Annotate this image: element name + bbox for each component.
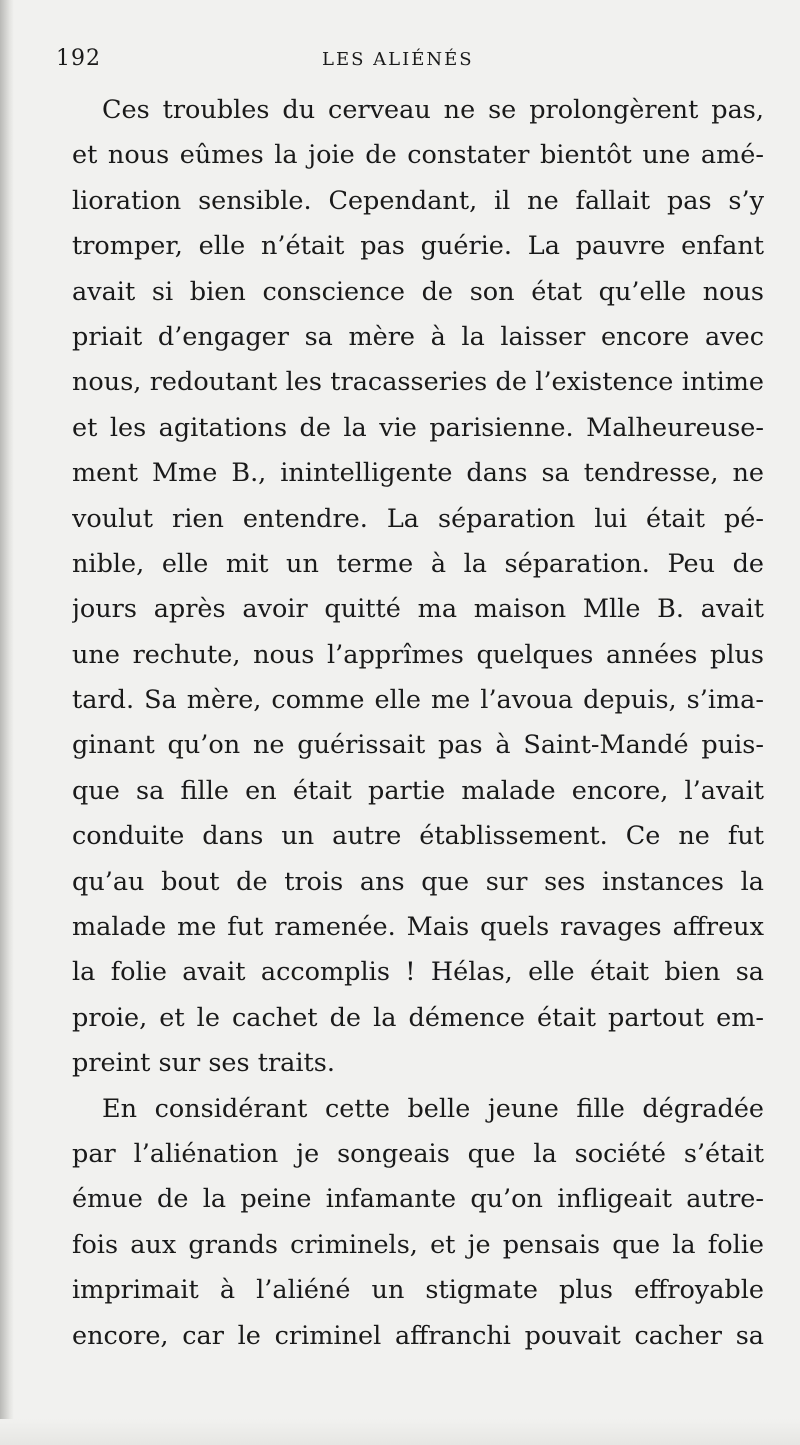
page-number: 192 [56,46,101,71]
text-line: fois aux grands criminels, et je pensais que la folie [72,1229,764,1260]
text-line: imprimait à l’aliéné un stigmate plus effroyable [72,1275,764,1306]
text-line: que sa fille en était partie malade encore, l’avait [72,775,764,806]
text-line: ment Mme B., inintelligente dans sa tendresse, ne [72,458,764,489]
page-bottom-edge [0,1419,800,1445]
text-line: émue de la peine infamante qu’on infligeait autre- [72,1184,764,1215]
body-text [72,88,764,1359]
paragraph-1 [72,88,764,1087]
text-line: preint sur ses traits. [72,1048,335,1079]
page-gutter-shadow [0,0,14,1445]
paragraph-2 [72,1087,764,1359]
text-line: proie, et le cachet de la démence était partout em- [72,1002,764,1033]
text-line: jours après avoir quitté ma maison Mlle B. avait [72,594,764,625]
text-line: nible, elle mit un terme à la séparation. Peu de [72,548,764,579]
text-line: avait si bien conscience de son état qu’elle nous [72,276,764,307]
text-line: voulut rien entendre. La séparation lui était pé- [72,503,764,534]
text-line: la folie avait accomplis ! Hélas, elle était bien sa [72,957,764,988]
text-line: nous, redoutant les tracasseries de l’existence intime [72,367,764,398]
text-line: tromper, elle n’était pas guérie. La pauvre enfant [72,231,764,262]
text-line: malade me fut ramenée. Mais quels ravages affreux [72,912,764,943]
running-title: LES ALIÉNÉS [322,49,474,70]
text-line: qu’au bout de trois ans que sur ses instances la [72,866,764,897]
text-line: priait d’engager sa mère à la laisser encore avec [72,321,764,352]
text-line: encore, car le criminel affranchi pouvait cacher sa [72,1320,764,1351]
text-line: tard. Sa mère, comme elle me l’avoua depuis, s’ima- [72,685,764,716]
text-line: lioration sensible. Cependant, il ne fallait pas s’y [72,185,764,216]
text-line: et nous eûmes la joie de constater bientôt une amé- [72,140,764,171]
text-line: ginant qu’on ne guérissait pas à Saint-Mandé puis- [72,730,764,761]
text-line: conduite dans un autre établissement. Ce ne fut [72,821,764,852]
text-line: et les agitations de la vie parisienne. Malheureuse- [72,412,764,443]
text-line: une rechute, nous l’apprîmes quelques années plus [72,639,764,670]
text-line: Ces troubles du cerveau ne se prolongèrent pas, [102,95,764,125]
text-line: par l’aliénation je songeais que la société s’était [72,1138,764,1169]
text-line: En considérant cette belle jeune fille dégradée [102,1093,764,1124]
